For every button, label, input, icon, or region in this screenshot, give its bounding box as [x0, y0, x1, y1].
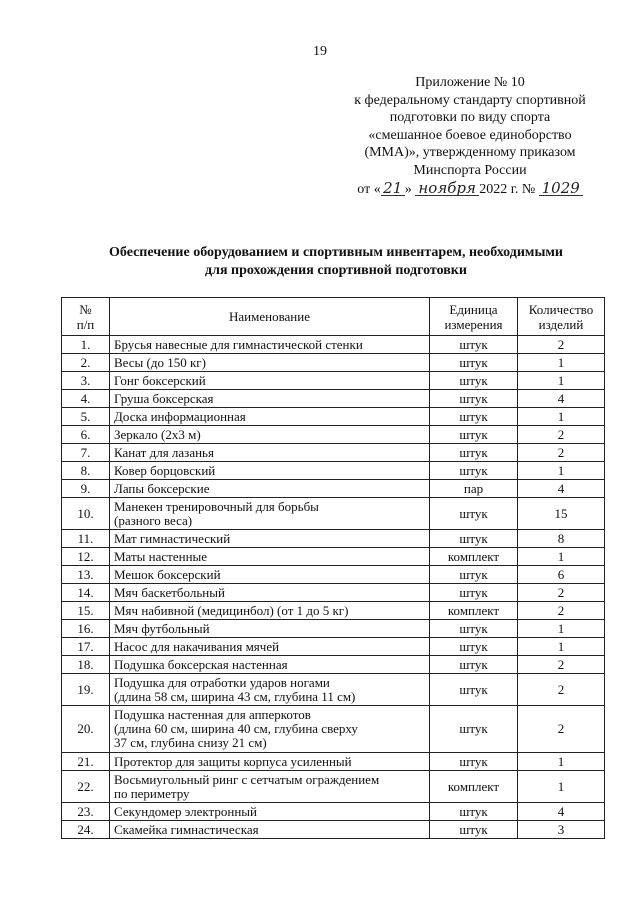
row-quantity: 1 — [518, 408, 605, 426]
row-unit: штук — [430, 821, 518, 839]
row-name-line: Канат для лазанья — [114, 444, 214, 460]
row-name-line: 37 см, глубина снизу 21 см) — [114, 735, 267, 750]
row-name — [110, 656, 430, 674]
row-unit: штук — [430, 408, 518, 426]
header-name: Наименование — [110, 298, 430, 336]
header-unit-line: измерения — [444, 316, 503, 332]
row-unit: пар — [430, 480, 518, 498]
row-name-line: (разного веса) — [114, 512, 193, 528]
row-unit: штук — [430, 354, 518, 372]
row-unit: штук — [430, 390, 518, 408]
row-number: 11. — [62, 530, 110, 548]
table-row — [62, 462, 605, 480]
date-mid: » — [404, 182, 412, 197]
row-name-line: Секундомер электронный — [114, 803, 257, 819]
date-month: ноября — [415, 181, 479, 196]
row-number: 6. — [62, 426, 110, 444]
row-name — [110, 462, 430, 480]
table-row — [62, 354, 605, 372]
appendix-line: (ММА)», утвержденному приказом — [364, 145, 576, 160]
table-row — [62, 530, 605, 548]
row-unit: штук — [430, 803, 518, 821]
order-number: 1029 — [539, 181, 583, 196]
row-number: 8. — [62, 462, 110, 480]
row-quantity: 1 — [518, 372, 605, 390]
row-name — [110, 821, 430, 839]
table-row — [62, 753, 605, 771]
row-name-line: Груша боксерская — [114, 390, 214, 406]
row-number: 3. — [62, 372, 110, 390]
title-line: Обеспечение оборудованием и спортивным инвентарем, необходимыми — [109, 245, 563, 260]
table-row — [62, 638, 605, 656]
row-name-line: Ковер борцовский — [114, 462, 216, 478]
row-unit: штук — [430, 674, 518, 706]
appendix-line: Приложение № 10 — [415, 75, 525, 90]
appendix-header — [340, 74, 600, 199]
row-quantity: 2 — [518, 656, 605, 674]
row-quantity: 2 — [518, 584, 605, 602]
row-quantity: 2 — [518, 602, 605, 620]
row-quantity: 15 — [518, 498, 605, 530]
row-name — [110, 753, 430, 771]
table-row — [62, 821, 605, 839]
row-number: 23. — [62, 803, 110, 821]
row-name — [110, 498, 430, 530]
header-num-line: № — [79, 301, 92, 317]
row-unit: штук — [430, 462, 518, 480]
appendix-line: к федеральному стандарту спортивной — [354, 92, 586, 108]
table-row — [62, 656, 605, 674]
row-name-line: Мат гимнастический — [114, 530, 231, 546]
equipment-table — [61, 297, 605, 839]
row-number: 4. — [62, 390, 110, 408]
row-name — [110, 602, 430, 620]
row-name — [110, 620, 430, 638]
order-date-line — [340, 181, 600, 199]
row-quantity: 4 — [518, 803, 605, 821]
row-name — [110, 584, 430, 602]
row-name-line: Протектор для защиты корпуса усиленный — [114, 753, 352, 769]
row-quantity: 1 — [518, 753, 605, 771]
row-name-line: Насос для накачивания мячей — [114, 638, 280, 654]
row-name-line: Мяч набивной (медицинбол) (от 1 до 5 кг) — [114, 602, 349, 618]
row-quantity: 2 — [518, 444, 605, 462]
row-name-line: Лапы боксерские — [114, 480, 210, 496]
row-number: 1. — [62, 336, 110, 354]
table-body — [62, 336, 605, 839]
row-number: 24. — [62, 821, 110, 839]
row-name — [110, 674, 430, 706]
row-quantity: 2 — [518, 426, 605, 444]
header-qty-line: Количество — [528, 301, 594, 317]
row-name — [110, 444, 430, 462]
row-quantity: 6 — [518, 566, 605, 584]
row-number: 15. — [62, 602, 110, 620]
row-quantity: 2 — [518, 336, 605, 354]
table-row — [62, 336, 605, 354]
row-unit: комплект — [430, 771, 518, 803]
appendix-line: подготовки по виду спорта — [389, 110, 551, 125]
row-number: 12. — [62, 548, 110, 566]
row-name — [110, 372, 430, 390]
row-name-line: Скамейка гимнастическая — [114, 821, 259, 837]
row-name-line: Подушка настенная для апперкотов — [114, 707, 311, 722]
row-name — [110, 426, 430, 444]
row-name-line: (длина 60 см, ширина 40 см, глубина сверху — [114, 721, 358, 736]
row-number: 20. — [62, 706, 110, 753]
title-line: для прохождения спортивной подготовки — [205, 263, 467, 278]
row-name — [110, 480, 430, 498]
date-year: 2022 г. № — [479, 182, 536, 197]
row-quantity: 2 — [518, 674, 605, 706]
table-row — [62, 566, 605, 584]
header-unit — [430, 298, 518, 336]
table-row — [62, 548, 605, 566]
row-name-line: (длина 58 см, ширина 43 см, глубина 11 см) — [114, 688, 356, 704]
row-number: 7. — [62, 444, 110, 462]
row-name — [110, 566, 430, 584]
row-unit: штук — [430, 530, 518, 548]
row-name-line: Брусья навесные для гимнастической стенки — [114, 336, 363, 352]
row-quantity: 1 — [518, 462, 605, 480]
row-name — [110, 408, 430, 426]
row-unit: штук — [430, 753, 518, 771]
row-name — [110, 803, 430, 821]
row-number: 19. — [62, 674, 110, 706]
row-name-line: Манекен тренировочный для борьбы — [114, 498, 319, 514]
header-unit-line: Единица — [449, 301, 498, 317]
date-prefix: от « — [357, 182, 381, 197]
row-unit: штук — [430, 426, 518, 444]
appendix-line: «смешанное боевое единоборство — [368, 127, 572, 143]
row-number: 18. — [62, 656, 110, 674]
document-title — [60, 244, 612, 280]
row-name-line: Зеркало (2х3 м) — [114, 426, 201, 442]
row-unit: штук — [430, 620, 518, 638]
row-number: 14. — [62, 584, 110, 602]
row-number: 9. — [62, 480, 110, 498]
row-name — [110, 390, 430, 408]
row-number: 13. — [62, 566, 110, 584]
row-number: 17. — [62, 638, 110, 656]
row-name-line: Весы (до 150 кг) — [114, 354, 206, 370]
row-unit: штук — [430, 372, 518, 390]
row-name — [110, 336, 430, 354]
header-qty — [518, 298, 605, 336]
row-unit: штук — [430, 706, 518, 753]
row-name-line: Мешок боксерский — [114, 566, 221, 582]
row-name-line: Подушка боксерская настенная — [114, 656, 288, 672]
appendix-line: Минспорта России — [413, 162, 527, 178]
row-quantity: 8 — [518, 530, 605, 548]
row-unit: штук — [430, 498, 518, 530]
table-row — [62, 372, 605, 390]
row-name-line: Мяч баскетбольный — [114, 584, 225, 600]
row-quantity: 1 — [518, 548, 605, 566]
row-number: 16. — [62, 620, 110, 638]
row-number: 2. — [62, 354, 110, 372]
row-number: 21. — [62, 753, 110, 771]
row-unit: штук — [430, 566, 518, 584]
row-name-line: Восьмиугольный ринг с сетчатым ограждением — [114, 771, 380, 787]
row-name — [110, 530, 430, 548]
page-number: 19 — [313, 44, 327, 59]
row-quantity: 1 — [518, 638, 605, 656]
table-row — [62, 803, 605, 821]
row-quantity: 4 — [518, 390, 605, 408]
header-num — [62, 298, 110, 336]
row-unit: штук — [430, 584, 518, 602]
table-row — [62, 444, 605, 462]
row-name-line: Доска информационная — [114, 408, 246, 424]
date-day: 21 — [381, 181, 405, 196]
row-unit: штук — [430, 656, 518, 674]
table-row — [62, 674, 605, 706]
row-name-line: Маты настенные — [114, 548, 208, 564]
table-row — [62, 706, 605, 753]
row-name — [110, 638, 430, 656]
row-quantity: 1 — [518, 771, 605, 803]
header-qty-line: изделий — [538, 316, 584, 332]
row-name-line: Подушка для отработки ударов ногами — [114, 674, 330, 690]
table-row — [62, 390, 605, 408]
row-unit: комплект — [430, 602, 518, 620]
table-row — [62, 620, 605, 638]
row-number: 22. — [62, 771, 110, 803]
row-unit: комплект — [430, 548, 518, 566]
row-number: 10. — [62, 498, 110, 530]
table-row — [62, 602, 605, 620]
table-header-row — [62, 298, 605, 336]
row-unit: штук — [430, 638, 518, 656]
row-quantity: 1 — [518, 354, 605, 372]
row-name — [110, 548, 430, 566]
row-name-line: по периметру — [114, 785, 190, 801]
row-unit: штук — [430, 444, 518, 462]
table-row — [62, 426, 605, 444]
row-name-line: Гонг боксерский — [114, 372, 206, 388]
table-row — [62, 771, 605, 803]
row-quantity: 3 — [518, 821, 605, 839]
table-row — [62, 408, 605, 426]
row-name-line: Мяч футбольный — [114, 620, 210, 636]
table-row — [62, 584, 605, 602]
row-quantity: 2 — [518, 706, 605, 753]
table-row — [62, 498, 605, 530]
row-number: 5. — [62, 408, 110, 426]
row-quantity: 4 — [518, 480, 605, 498]
row-unit: штук — [430, 336, 518, 354]
row-name — [110, 771, 430, 803]
row-name — [110, 354, 430, 372]
table-row — [62, 480, 605, 498]
header-num-line: п/п — [76, 316, 95, 332]
row-name — [110, 706, 430, 753]
row-quantity: 1 — [518, 620, 605, 638]
